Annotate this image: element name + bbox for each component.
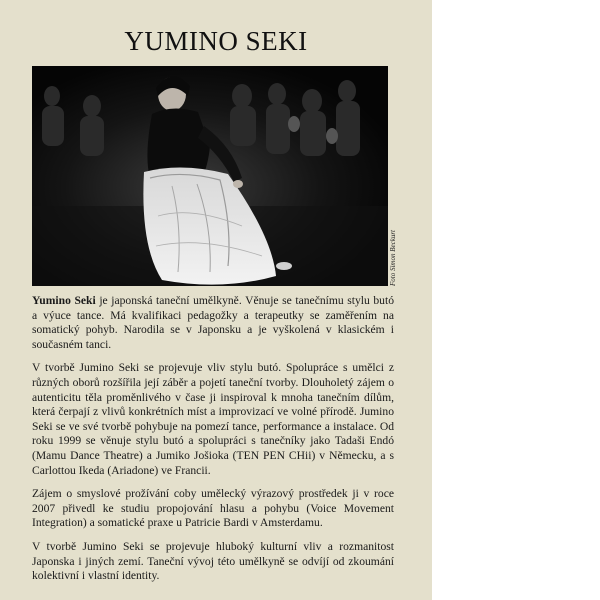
paragraph-intro <box>32 294 394 352</box>
paragraph-influence: V tvorbě Jumino Seki se projevuje vliv stylu butó. Spolupráce s umělci z různých oborů rozšířila její záběr a pojetí taneční tvorby. Dlouholetý zájem o autenticitu těla proměnlivého v čase ji inspiroval k mnoha tanečním dílům, která čerpají z vlivů konkrétních míst a improvizací ve volné přírodě. Jumino Seki se ve své tvorbě pohybuje na pomezí tance, performance a instalace. Od roku 1999 se věnuje stylu butó a spolupráci s tanečníky jako Tadaši Endó (Mamu Dance Theatre) a Jumiko Jošioka (TEN PEN CHii) v Německu, a s Carlottou Ikeda (Ariadone) ve Francii. <box>32 361 394 477</box>
dancer-photo-graphic <box>32 66 388 286</box>
body-text <box>32 294 394 593</box>
paragraph-intro-text: je japonská taneční umělkyně. Věnuje se tanečnímu stylu butó a výuce tance. Má kvalifikaci pedagožky a terapeutky se zaměřením na somatický pohyb. Narodila se v Japonsku a je vyškolená v klasickém i současném tanci. <box>32 294 394 351</box>
paragraph-identity: V tvorbě Jumino Seki se projevuje hluboký kulturní vliv a rozmanitost Japonska i jiných zemí. Taneční vývoj této umělkyně se odvíjí od zkoumání kolektivní i vlastní identity. <box>32 539 394 583</box>
photo-credit: Foto Simon Beckurt <box>389 230 397 286</box>
page-title: YUMINO SEKI <box>124 26 308 56</box>
paragraph-voice: Zájem o smyslové prožívání coby umělecký výrazový prostředek ji v roce 2007 přivedl ke studiu propojování hlasu a pohybu (Voice Movement Integration) a somatické praxe u Patricie Bardi v Amsterdamu. <box>32 487 394 530</box>
artist-name: Yumino Seki <box>32 294 96 307</box>
dancer-photo <box>32 66 388 286</box>
